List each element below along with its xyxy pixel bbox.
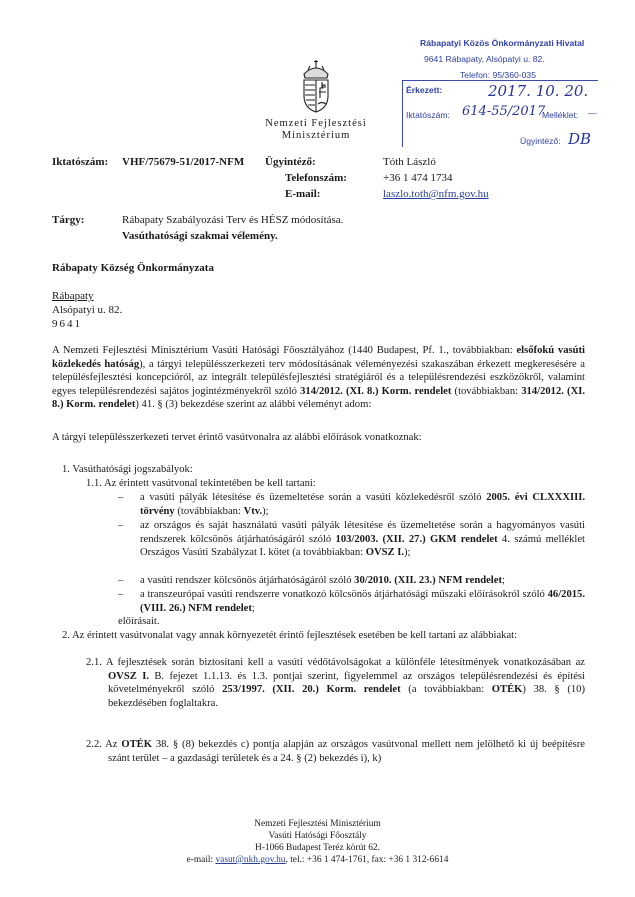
bold-text-run: 46/2015. (VIII. 26.) NFM rendelet [140, 589, 585, 614]
phone-value: +36 1 474 1734 [383, 172, 453, 184]
subject-line2: Vasúthatósági szakmai vélemény. [122, 230, 278, 242]
phone-label: Telefonszám: [285, 172, 347, 184]
footer-contact [0, 854, 635, 866]
coat-of-arms-icon [296, 58, 336, 114]
text-run: ) 41. § (3) bekezdése szerint az alábbi véleményt adom: [135, 399, 372, 410]
footer-line3: H-1066 Budapest Teréz körút 62. [255, 843, 380, 853]
email-label: E-mail: [285, 188, 321, 200]
footer-line1: Nemzeti Fejlesztési Minisztérium [254, 819, 381, 829]
subject-line1: Rábapaty Szabályozási Terv és HÉSZ módosítása. [122, 214, 344, 226]
bold-text-run: Vtv. [243, 505, 263, 517]
footer-line2: Vasúti Hatósági Főosztály [268, 831, 367, 841]
bullet-dash: – [118, 575, 124, 586]
bold-text-run: 253/1997. (XII. 20.) Korm. rendelet [222, 684, 401, 695]
footer-email-label: e-mail: [186, 855, 214, 865]
footer-email-link[interactable]: vasut@nkh.gov.hu [215, 855, 286, 865]
subject-label: Tárgy: [52, 214, 85, 226]
bold-text-run: OVSZ I. [108, 670, 149, 682]
recipient-zip: 9641 [52, 318, 82, 330]
text-run: a vasúti rendszer kölcsönös átjárhatóságáról szóló [140, 575, 355, 586]
lead-paragraph: A tárgyi településszerkezeti tervet érintő vasútvonalra az alábbi előírások vonatkoznak: [52, 432, 422, 443]
bold-text-run: OTÉK [121, 739, 152, 750]
text-run: ); [404, 547, 411, 558]
officer-label: Ügyintéző: [265, 156, 316, 168]
stamp-received-date: 2017. 10. 20. [488, 82, 589, 100]
text-run: (továbbiakban: [451, 385, 522, 397]
email-link[interactable]: laszlo.toth@nfm.gov.hu [383, 188, 489, 200]
officer-value: Tóth László [383, 156, 436, 168]
section-2-2 [86, 738, 585, 765]
stamp-handler-label: Ügyintéző: [520, 136, 561, 146]
ref-value: VHF/75679-51/2017-NFM [122, 156, 245, 168]
text-run: 38. § (8) bekezdés c) pontja alapján az országos vasútvonal mellett nem jelölhető ki új beépítésre szánt terület – a gazdasági területek és a 24. § (2) bekezdés i), k) [108, 739, 585, 764]
bold-text-run: OVSZ I. [365, 547, 405, 558]
incoming-stamp [392, 30, 607, 162]
stamp-attach-value: — [588, 108, 597, 118]
section-1-heading: 1. Vasúthatósági jogszabályok: [62, 464, 193, 475]
ref-label: Iktatószám: [52, 156, 109, 168]
bold-text-run: 2005. évi CLXXXIII. törvény [140, 492, 586, 517]
footer-phone-fax: , tel.: +36 1 474-1761, fax: +36 1 312-6614 [285, 855, 449, 865]
bold-text-run: 30/2010. (XII. 23.) NFM rendelet [354, 575, 502, 586]
bullet-dash: – [118, 589, 124, 600]
stamp-received-label: Érkezett: [406, 85, 443, 95]
stamp-phone: Telefon: 95/360-035 [460, 70, 536, 80]
text-run: a vasúti pályák létesítése és üzemeltetése során a vasúti közlekedésről szóló [140, 492, 487, 503]
ministry-name [246, 118, 386, 142]
recipient-city: Rábapaty [52, 290, 94, 302]
bold-text-run: elsőfokú vasúti közlekedés hatóság [52, 345, 585, 370]
text-run: B. fejezet 1.1.13. és 1.3. pontjai szerint, figyelemmel az országos településrendezési és építési követelményekről szóló [108, 670, 585, 695]
recipient-street: Alsópatyi u. 82. [52, 304, 123, 316]
list-item [140, 588, 585, 615]
bold-text-run: 103/2003. (XII. 27.) GKM rendelet [335, 533, 498, 545]
section-1-1-end: előírásait. [118, 616, 160, 627]
text-run: 4. számú melléklet Országos Vasúti Szabályzat I. kötet (a továbbiakban: [140, 533, 585, 558]
text-run: A Nemzeti Fejlesztési Minisztérium Vasúti Hatósági Főosztályához (1440 Budapest, Pf. 1., továbbiakban: [52, 345, 517, 356]
text-run: (a továbbiakban: [400, 684, 492, 695]
text-run: ; [251, 602, 255, 614]
text-run: ; [501, 575, 505, 586]
list-item [140, 491, 585, 518]
ministry-name-line2: Minisztérium [281, 130, 351, 141]
text-run: ); [262, 505, 269, 517]
stamp-attach-label: Melléklet: [542, 110, 579, 120]
footer [0, 818, 635, 866]
section-2-1 [86, 656, 585, 710]
stamp-handler-value: DB [568, 130, 592, 148]
text-run: az országos és saját használatú vasúti pályák létesítése és üzemeltetése során a hagyományos vasúti rendszerek kölcsönös átjárhatóságáról szóló [140, 520, 585, 545]
stamp-office: Rábapatyi Közös Önkormányzati Hivatal [420, 38, 585, 48]
list-item [140, 519, 585, 560]
bullet-dash: – [118, 492, 124, 503]
intro-paragraph [52, 344, 585, 412]
bold-text-run: 314/2012. (XI. 8.) Korm. rendelet [300, 385, 452, 397]
text-run: 2.2. Az [86, 739, 122, 750]
bold-text-run: 314/2012. (XI. 8.) Korm. rendelet [52, 385, 585, 410]
stamp-reg-number: 614-55/2017 [462, 104, 546, 119]
bold-text-run: OTÉK [491, 684, 523, 695]
list-item [140, 574, 585, 588]
stamp-address: 9641 Rábapaty, Alsópatyi u. 82. [424, 54, 545, 64]
section-2-heading: 2. Az érintett vasútvonalat vagy annak környezetét érintő fejlesztések esetében be kell tartani az alábbiakat: [62, 630, 518, 641]
text-run: ) 38. § (10) bekezdésében foglaltakra. [108, 684, 585, 709]
text-run: 2.1. A fejlesztések során biztosítani kell a vasúti védőtávolságokat a különféle létesítmények vonatkozásában az [86, 657, 585, 668]
stamp-reg-label: Iktatószám: [406, 110, 450, 120]
text-run: a transzeurópai vasúti rendszerre vonatkozó kölcsönös átjárhatósági műszaki előírásokról szóló [140, 589, 548, 600]
ministry-name-line1: Nemzeti Fejlesztési [265, 118, 367, 129]
section-1-1-heading: 1.1. Az érintett vasútvonal tekintetében be kell tartani: [86, 478, 316, 489]
bullet-dash: – [118, 520, 124, 531]
text-run: ), a tárgyi településszerkezeti terv módosításának véleményezési szakaszában érkezett megkeresésére a településfejlesztési koncepcióról, az integrált településfejlesztési stratégiáról és a településrendezési eszközökről, valamint egyes településrendezési sajátos jogintézményekről szóló [52, 358, 585, 397]
text-run: (továbbiakban: [174, 505, 244, 517]
recipient-name: Rábapaty Község Önkormányzata [52, 262, 214, 274]
